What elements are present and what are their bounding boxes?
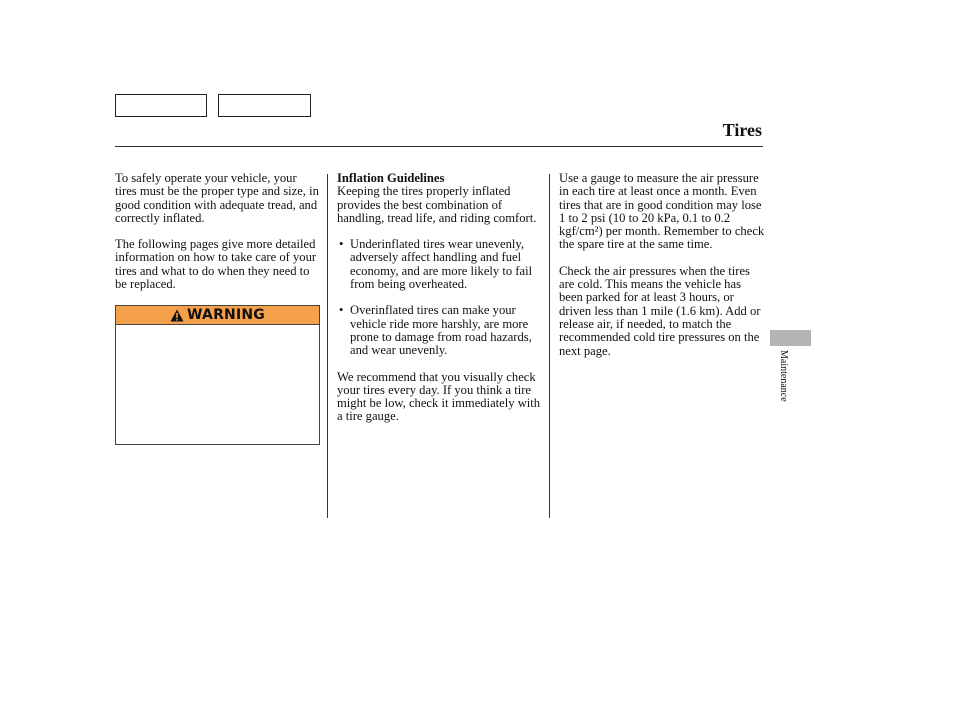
intro-paragraph: To safely operate your vehicle, your tires must be the proper type and size, in good condition with adequate tread, and correctly inflated.: [115, 171, 319, 225]
warning-box: [115, 325, 320, 445]
list-item: [337, 238, 543, 291]
column-middle: [337, 172, 543, 437]
header-rule: [115, 146, 763, 147]
section-heading: Inflation Guidelines: [337, 171, 445, 185]
bullet-text: Underinflated tires wear unevenly, adversely affect handling and fuel economy, and are more likely to fail from being overheated.: [350, 237, 533, 292]
warning-banner: [115, 305, 320, 325]
section-tab-label: Maintenance: [778, 350, 789, 402]
list-item: [337, 304, 543, 357]
column-divider: [327, 174, 328, 518]
bullet-icon: •: [339, 237, 344, 252]
cold-tires-paragraph: Check the air pressures when the tires are cold. This means the vehicle has been parked for at least 3 hours, or driven less than 1 mile (1.6 km). Add or release air, if needed, to match the recommended cold tire pressures on the next page.: [559, 263, 761, 358]
section-tab-marker: [770, 330, 811, 346]
page-title: Tires: [722, 120, 762, 140]
column-left: [115, 172, 321, 304]
bullet-icon: •: [339, 303, 344, 318]
bullet-text: Overinflated tires can make your vehicle ride more harshly, are more prone to damage from road hazards, and wear unevenly.: [350, 303, 532, 358]
inflation-section: [337, 172, 543, 225]
warning-label: WARNING: [187, 307, 265, 323]
column-divider: [549, 174, 550, 518]
inflation-intro: Keeping the tires properly inflated provides the best combination of handling, tread life, and riding comfort.: [337, 184, 537, 225]
gauge-paragraph: Use a gauge to measure the air pressure in each tire at least once a month. Even tires that are in good condition may lose 1 to 2 psi (10 to 20 kPa, 0.1 to 0.2 kgf/cm²) per month. Remember to check the spare tire at the same time.: [559, 171, 765, 252]
nav-box-previous[interactable]: [115, 94, 207, 117]
nav-box-next[interactable]: [218, 94, 311, 117]
warning-triangle-icon: [170, 309, 184, 322]
details-paragraph: The following pages give more detailed information on how to take care of your tires and what to do when they need to be replaced.: [115, 237, 317, 292]
recommend-paragraph: We recommend that you visually check your tires every day. If you think a tire might be low, check it immediately with a tire gauge.: [337, 369, 541, 424]
column-right: [559, 172, 767, 371]
